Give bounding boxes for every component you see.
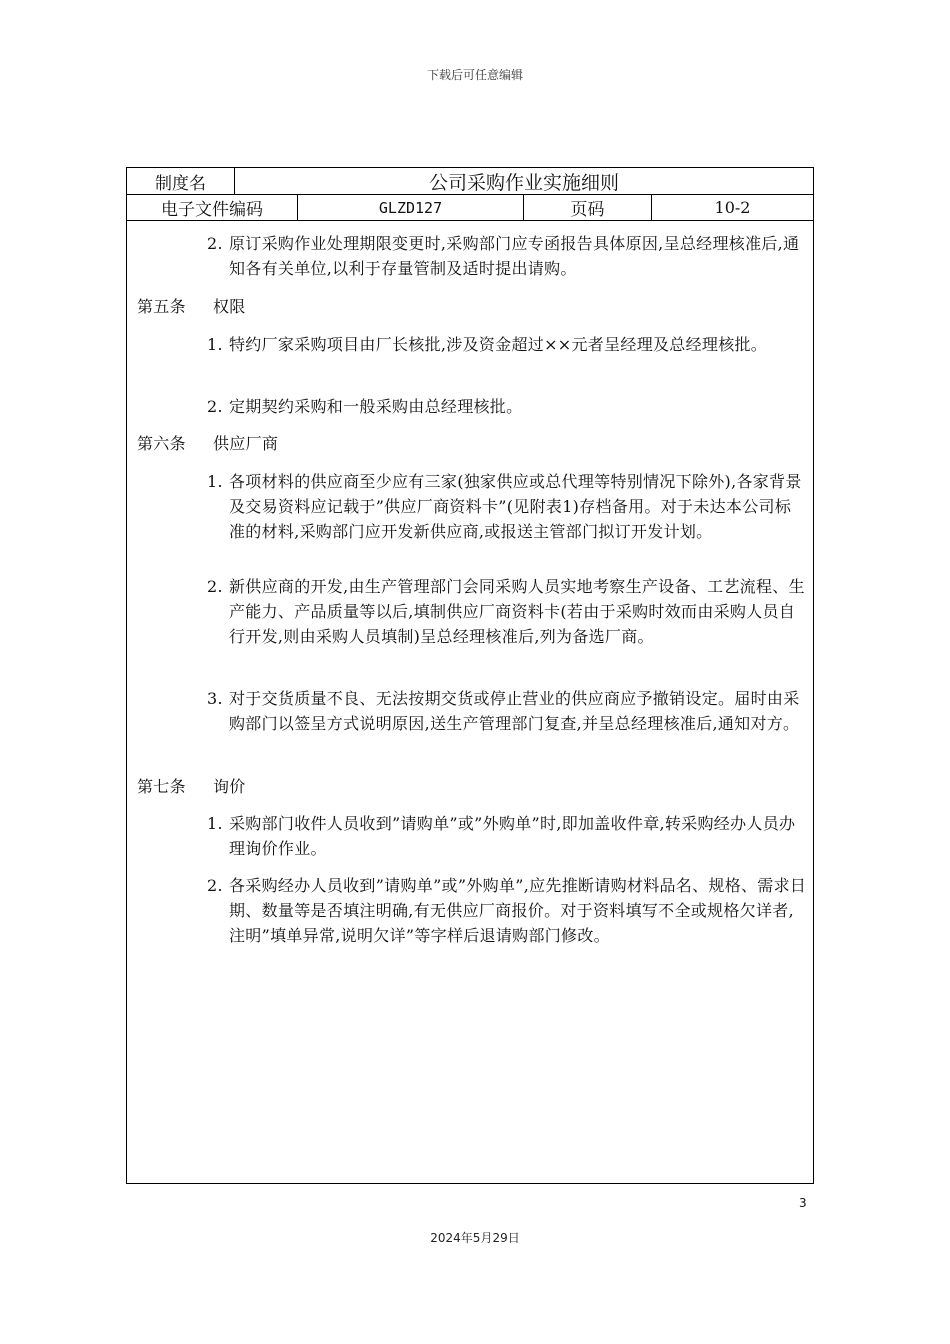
- article-number: 第五条: [137, 297, 186, 316]
- article-number: 第七条: [137, 777, 186, 796]
- item-text: 各采购经办人员收到”请购单”或”外购单”,应先推断请购材料品名、规格、需求日期、数量等是否填注明确,有无供应厂商报价。对于资料填写不全或规格欠详者,注明”填单异常,说明欠详”等字样后退请购部门修改。: [229, 876, 807, 945]
- list-item: [207, 686, 807, 736]
- header-note: 下载后可任意编辑: [426, 68, 523, 82]
- document-code: GLZD127: [298, 195, 524, 220]
- document-table: [126, 167, 814, 1184]
- item-text: 特约厂家采购项目由厂长核批,涉及资金超过××元者呈经理及总经理核批。: [229, 335, 768, 354]
- list-item: [207, 332, 807, 357]
- title-label: 制度名: [127, 168, 235, 194]
- article-heading: [137, 774, 537, 799]
- item-text: 对于交货质量不良、无法按期交货或停止营业的供应商应予撤销设定。届时由采购部门以签呈方式说明原因,送生产管理部门复查,并呈总经理核准后,通知对方。: [229, 689, 800, 733]
- document-title: 公司采购作业实施细则: [428, 171, 619, 194]
- list-item: [207, 469, 807, 544]
- article-heading: [137, 431, 537, 456]
- item-text: 各项材料的供应商至少应有三家(独家供应或总代理等特别情况下除外),各家背景及交易资料应记载于”供应厂商资料卡”(见附表1)存档备用。对于未达本公司标准的材料,采购部门应开发新供应商,或报送主管部门拟订开发计划。: [229, 472, 802, 541]
- list-item: [207, 873, 807, 948]
- item-number: 1.: [207, 814, 223, 833]
- list-item: [207, 231, 807, 281]
- article-title: 权限: [213, 297, 246, 316]
- footer-date: 2024年5月29日: [430, 1231, 520, 1245]
- item-number: 2.: [207, 234, 223, 253]
- item-number: 1.: [207, 335, 223, 354]
- list-item: [207, 574, 807, 649]
- list-item: [207, 394, 807, 419]
- list-item: [207, 811, 807, 861]
- title-row: [127, 168, 813, 195]
- item-number: 1.: [207, 472, 223, 491]
- article-number: 第六条: [137, 434, 186, 453]
- item-number: 2.: [207, 397, 223, 416]
- item-text: 新供应商的开发,由生产管理部门会同采购人员实地考察生产设备、工艺流程、生产能力、产品质量等以后,填制供应厂商资料卡(若由于采购时效而由采购人员自行开发,则由采购人员填制)呈总经理核准后,列为备选厂商。: [229, 577, 805, 646]
- item-text: 定期契约采购和一般采购由总经理核批。: [229, 397, 523, 416]
- code-row: [127, 195, 813, 221]
- article-heading: [137, 294, 537, 319]
- code-label: 电子文件编码: [127, 195, 298, 220]
- document-body: [127, 221, 813, 1183]
- item-number: 3.: [207, 689, 223, 708]
- page-label: 页码: [524, 195, 652, 220]
- article-title: 询价: [213, 777, 246, 796]
- page-number: 3: [799, 1196, 807, 1210]
- article-title: 供应厂商: [213, 434, 279, 453]
- item-text: 采购部门收件人员收到”请购单”或”外购单”时,即加盖收件章,转采购经办人员办理询价作业。: [229, 814, 796, 858]
- item-number: 2.: [207, 876, 223, 895]
- item-number: 2.: [207, 577, 223, 596]
- page-value: 10-2: [714, 198, 751, 217]
- item-text: 原订采购作业处理期限变更时,采购部门应专函报告具体原因,呈总经理核准后,通知各有关单位,以利于存量管制及适时提出请购。: [229, 234, 800, 278]
